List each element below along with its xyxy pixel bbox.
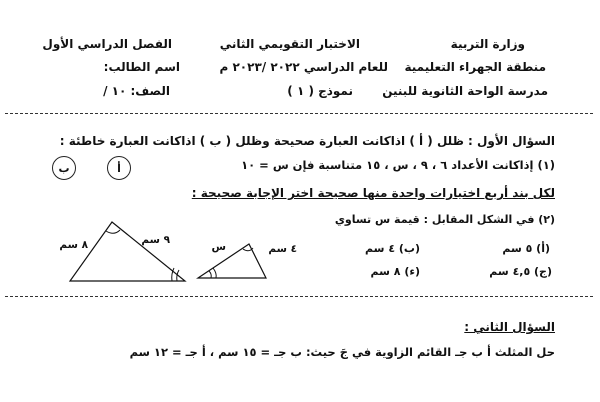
q1-item-2: (٢) في الشكل المقابل : قيمة س تساوي xyxy=(334,213,555,226)
large-triangle-top-angle-mark xyxy=(106,230,120,233)
small-triangle-left-angle-mark-2 xyxy=(213,268,216,278)
small-triangle-right-side-label: ٤ سم xyxy=(268,243,297,255)
q1-title: السؤال الأول : ظلل ( أ ) اذاكانت العبارة صحيحة وظلل ( ب ) اذاكانت العبارة خاطئة : xyxy=(59,134,555,148)
choice-a-label: أ xyxy=(117,161,121,175)
exam-title: الاختبار التقويمي الثاني xyxy=(219,37,360,51)
small-triangle-left-angle-mark-1 xyxy=(209,271,211,278)
school-name: مدرسة الواحة الثانوية للبنين xyxy=(382,84,548,98)
q2-text: حل المثلث أ ب جـ القائم الزاوية في جَ حيث: ب جـ = ١٥ سم ، أ جـ = ١٢ سم xyxy=(129,345,555,359)
ministry-name: وزارة التربية xyxy=(450,37,525,51)
divider-middle xyxy=(5,296,593,297)
large-triangle-left-side-label: ٨ سم xyxy=(59,239,88,251)
option-a[interactable]: (أ) ٥ سم xyxy=(502,242,550,255)
q1-item-1: (١) إذاكانت الأعداد ٦ ، ٩ ، س ، ١٥ متناسبة فإن س = ١٠ xyxy=(241,158,555,172)
q2-title: السؤال الثاني : xyxy=(464,320,555,334)
class-label: الصف: ١٠ / xyxy=(103,84,170,98)
small-triangle xyxy=(198,244,266,278)
option-d[interactable]: (ء) ٨ سم xyxy=(370,265,420,278)
student-name-label: اسم الطالب: xyxy=(103,60,180,74)
semester-label: الفصل الدراسي الأول xyxy=(42,37,172,51)
large-triangle-right-side-label: ٩ سم xyxy=(141,234,170,246)
school-year: للعام الدراسي ٢٠٢٢ /٢٠٢٣ م xyxy=(219,60,388,74)
mcq-instructions: لكل بند أربع اختيارات واحدة منها صحيحة اختر الإجابة صحيحة : xyxy=(191,186,555,200)
model-number: نموذج ( ١ ) xyxy=(287,84,353,98)
option-c[interactable]: (ج) ٤,٥ سم xyxy=(489,265,552,278)
small-triangle-left-side-label: س xyxy=(211,241,226,253)
option-b[interactable]: (ب) ٤ سم xyxy=(365,242,420,255)
district-name: منطقة الجهراء التعليمية xyxy=(404,60,546,74)
choice-b-label: ب xyxy=(58,161,70,175)
